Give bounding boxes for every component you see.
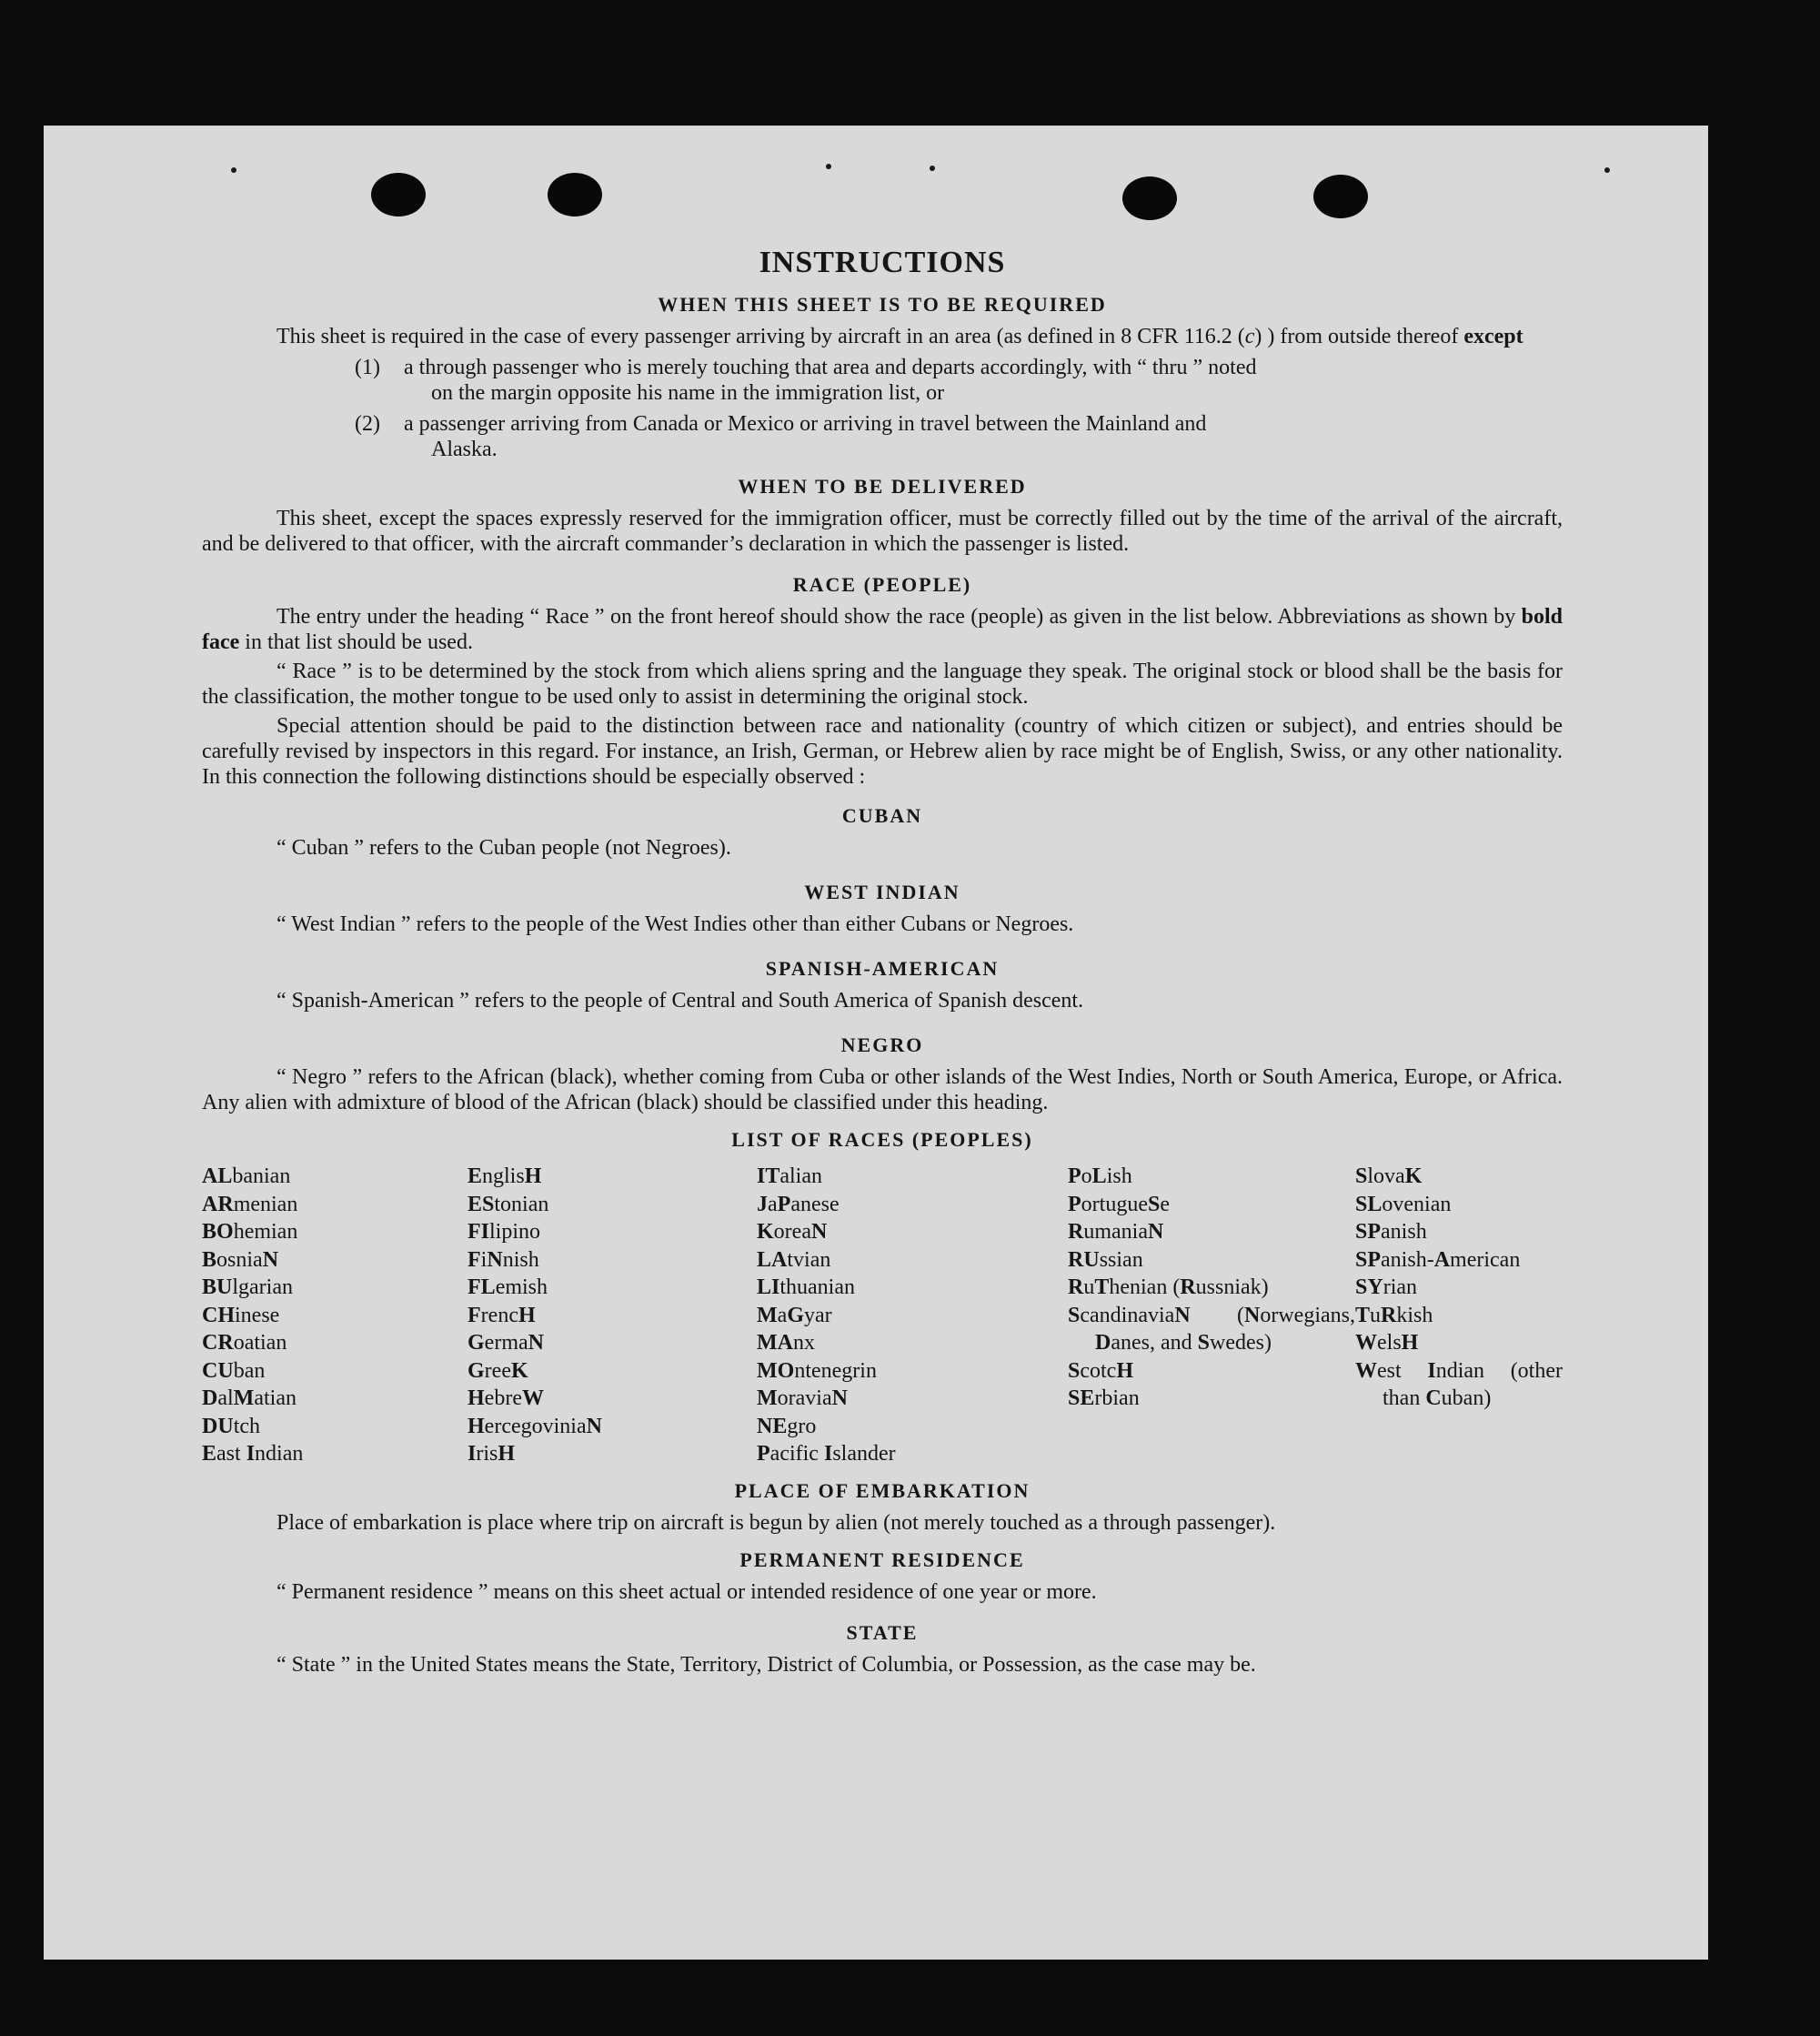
paper-speck [231, 167, 236, 173]
race-item: EnglisH [468, 1164, 542, 1188]
race-item: BOhemian [202, 1220, 298, 1244]
paper-speck [930, 166, 935, 171]
required-intro [202, 324, 1563, 349]
paper-speck [1604, 167, 1610, 173]
embarkation-text: Place of embarkation is place where trip on aircraft is begun by alien (not merely touched as a through passenger). [277, 1510, 1276, 1535]
negro-text: “ Negro ” refers to the African (black), whether coming from Cuba or other islands of the West Indies, North or South America, Europe, or Africa. Any alien with admixture of blood of the African (black) should be classified under this heading. [202, 1065, 1563, 1114]
race-item: RumaniaN [1068, 1220, 1164, 1244]
cfr-subsection: c [1244, 325, 1255, 348]
race-paragraph-3: Special attention should be paid to the distinction between race and nationality (country of which citizen or subject), and entries should be carefully revised by inspectors in this regard. For instance, an Irish, German, or Hebrew alien by race might be of English, Swiss, or any other nationality. In this connection the following distinctions should be especially observed : [202, 714, 1563, 789]
punch-hole [1313, 175, 1368, 218]
heading-cuban: CUBAN [841, 804, 923, 827]
race-item: SYrian [1355, 1275, 1418, 1299]
race-item: CHinese [202, 1303, 280, 1327]
heading-negro: NEGRO [840, 1033, 924, 1056]
exception-item-1 [202, 355, 1563, 406]
race-item: SPanish-American [1355, 1247, 1521, 1272]
cuban-text: “ Cuban ” refers to the Cuban people (not Negroes). [277, 836, 731, 860]
exception-line: a through passenger who is merely touching that area and departs accordingly, with “ thru ” noted [404, 356, 1257, 379]
race-item: CRoatian [202, 1331, 287, 1355]
race-item: ALbanian [202, 1164, 291, 1188]
punch-hole [1122, 176, 1177, 220]
race-p1-text-2: in that list should be used. [239, 630, 473, 654]
heading-west-indian: WEST INDIAN [804, 881, 960, 903]
race-item: Pacific Islander [757, 1442, 896, 1466]
heading-when-required: WHEN THIS SHEET IS TO BE REQUIRED [658, 293, 1107, 316]
required-intro-text-2: ) ) from outside thereof [1254, 325, 1464, 348]
heading-place-of-embarkation: PLACE OF EMBARKATION [734, 1478, 1031, 1502]
race-item: RUssian [1068, 1247, 1143, 1272]
race-item: ARmenian [202, 1192, 298, 1216]
race-item: ScandinaviaN (Norwegians, Danes, and Swedes) [1068, 1303, 1355, 1355]
heading-list-of-races: LIST OF RACES (PEOPLES) [731, 1128, 1033, 1151]
race-item: BUlgarian [202, 1275, 293, 1299]
race-item: SlovaK [1355, 1164, 1423, 1188]
race-item: MaGyar [757, 1303, 832, 1327]
race-item: FLemish [468, 1275, 548, 1299]
race-item: MOntenegrin [757, 1358, 877, 1383]
required-intro-text: This sheet is required in the case of every passenger arriving by aircraft in an area (as defined in 8 CFR 116.2 ( [277, 325, 1245, 348]
race-item: JaPanese [757, 1192, 840, 1216]
exception-number: (1) [355, 356, 380, 379]
spanish-american-text: “ Spanish-American ” refers to the people of Central and South America of Spanish descent. [277, 989, 1084, 1013]
race-item: HercegoviniaN [468, 1414, 602, 1438]
race-item: GreeK [468, 1358, 528, 1383]
race-item: FrencH [468, 1303, 536, 1327]
exception-line-cont: on the margin opposite his name in the immigration list, or [431, 381, 945, 405]
race-item: NEgro [757, 1414, 817, 1438]
exception-text [404, 411, 1563, 462]
state-text: “ State ” in the United States means the State, Territory, District of Columbia, or Possession, as the case may be. [277, 1652, 1256, 1677]
bold-face-text: bold face [202, 605, 1563, 654]
race-item: WelsH [1355, 1331, 1419, 1355]
race-item: DUtch [202, 1414, 261, 1438]
race-p1-text: The entry under the heading “ Race ” on the front hereof should show the race (people) as given in the list below. Abbreviations as shown by [277, 605, 1522, 629]
race-item: KoreaN [757, 1220, 828, 1244]
delivered-text: This sheet, except the spaces expressly reserved for the immigration officer, must be correctly filled out by the time of the arrival of the aircraft, and be delivered to that officer, with the aircraft commander’s declaration in which the passenger is listed. [202, 507, 1563, 556]
race-item: SLovenian [1355, 1192, 1452, 1216]
document-page [44, 126, 1708, 1960]
race-column [757, 1163, 1068, 1468]
race-item: FiNnish [468, 1247, 539, 1272]
heading-when-delivered: WHEN TO BE DELIVERED [738, 475, 1027, 498]
race-item: ITalian [757, 1164, 822, 1188]
exception-text [404, 355, 1563, 406]
race-item: GermaN [468, 1331, 544, 1355]
except-bold: except [1463, 325, 1523, 348]
heading-permanent-residence: PERMANENT RESIDENCE [739, 1547, 1025, 1571]
race-item: DalMatian [202, 1386, 297, 1410]
punch-hole [371, 173, 426, 217]
race-item: LAtvian [757, 1247, 831, 1272]
race-column [1068, 1163, 1355, 1468]
race-item: IrisH [468, 1442, 516, 1466]
heading-spanish-american: SPANISH-AMERICAN [765, 957, 1000, 980]
race-item: PoLish [1068, 1164, 1132, 1188]
race-item: EStonian [468, 1192, 549, 1216]
instructions-content [202, 246, 1563, 1678]
race-paragraph-1 [202, 604, 1563, 655]
race-item: BosniaN [202, 1247, 279, 1272]
races-list [202, 1163, 1563, 1468]
race-item: CUban [202, 1358, 266, 1383]
exception-line-cont: Alaska. [431, 438, 498, 461]
exception-line: a passenger arriving from Canada or Mexico or arriving in travel between the Mainland and [404, 412, 1207, 436]
paper-speck [826, 164, 831, 169]
race-item: MoraviaN [757, 1386, 848, 1410]
race-item: HebreW [468, 1386, 544, 1410]
race-item: PortugueSe [1068, 1192, 1170, 1216]
race-column [1355, 1163, 1563, 1468]
race-item: MAnx [757, 1331, 815, 1355]
page-title: INSTRUCTIONS [759, 246, 1006, 279]
race-item: FIlipino [468, 1220, 541, 1244]
race-column [202, 1163, 468, 1468]
race-item: LIthuanian [757, 1275, 855, 1299]
exception-number: (2) [355, 412, 380, 436]
race-item: RuThenian (Russniak) [1068, 1275, 1269, 1299]
race-item: ScotcH [1068, 1358, 1134, 1383]
race-paragraph-2: “ Race ” is to be determined by the stock from which aliens spring and the language they speak. The original stock or blood shall be the basis for the classification, the mother tongue to be used only to assist in determining the original stock. [202, 660, 1563, 709]
punch-hole [548, 173, 602, 217]
race-item: SPanish [1355, 1220, 1427, 1244]
residence-text: “ Permanent residence ” means on this sheet actual or intended residence of one year or more. [277, 1579, 1097, 1604]
heading-race: RACE (PEOPLE) [792, 573, 972, 596]
west-indian-text: “ West Indian ” refers to the people of the West Indies other than either Cubans or Negroes. [277, 912, 1074, 936]
race-column [468, 1163, 757, 1468]
race-item: West Indian (other than Cuban) [1355, 1358, 1563, 1410]
race-item: East Indian [202, 1442, 304, 1466]
exception-item-2 [202, 411, 1563, 462]
race-item: SErbian [1068, 1386, 1140, 1410]
heading-state: STATE [846, 1620, 919, 1644]
race-item: TuRkish [1355, 1303, 1433, 1327]
